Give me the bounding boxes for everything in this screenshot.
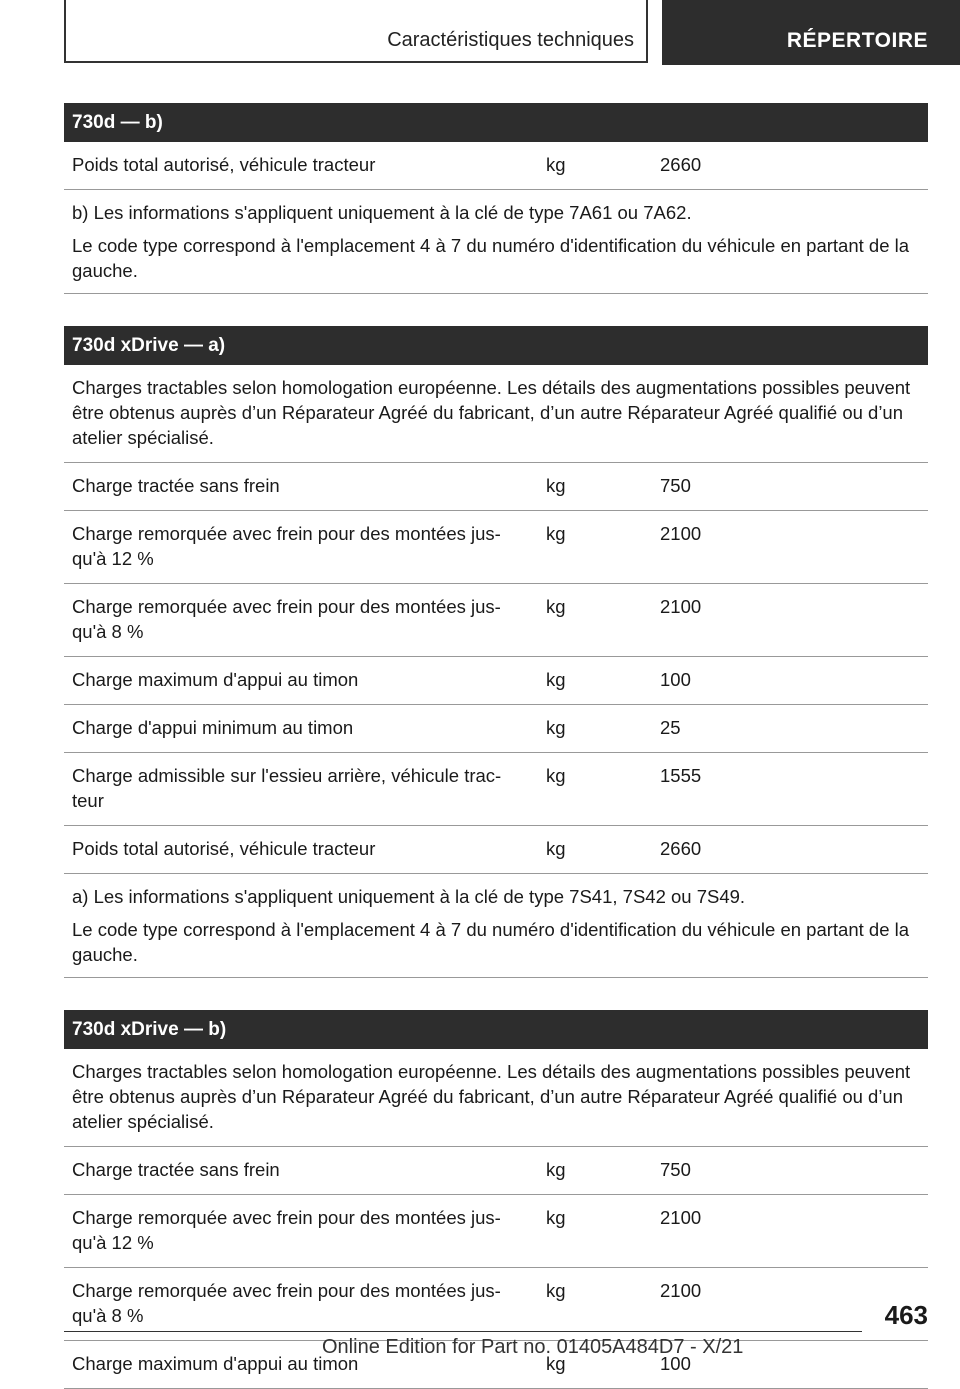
row-label: Charge d'appui minimum au timon (72, 717, 354, 738)
page-number: 463 (884, 1300, 928, 1330)
row-unit: kg (546, 717, 566, 738)
row-unit: kg (546, 838, 566, 859)
row-value: 2100 (660, 596, 702, 617)
row-value: 2660 (660, 838, 702, 859)
table-row (64, 826, 928, 874)
row-unit: kg (546, 154, 566, 175)
row-unit: kg (546, 765, 566, 786)
table-row (64, 463, 928, 511)
row-unit: kg (546, 523, 566, 544)
row-value: 1555 (660, 765, 702, 786)
row-label: Charge tractée sans frein (72, 1159, 280, 1180)
spec-section (64, 326, 928, 978)
table-row (64, 705, 928, 753)
section-notes (64, 874, 928, 978)
row-label: Charge remorquée avec frein pour des montées jusqu'à 12 % (72, 1207, 501, 1253)
row-value: 2660 (660, 154, 702, 175)
footer-divider (64, 1331, 862, 1332)
table-row (64, 657, 928, 705)
row-unit: kg (546, 1280, 566, 1301)
section-title: 730d xDrive — b) (64, 1010, 928, 1049)
spec-section (64, 1010, 928, 1389)
spec-section (64, 103, 928, 294)
row-label: Poids total autorisé, véhicule tracteur (72, 154, 376, 175)
footnote: b) Les informations s'appliquent uniquement à la clé de type 7A61 ou 7A62. (72, 202, 692, 223)
row-label: Charge tractée sans frein (72, 475, 280, 496)
row-value: 2100 (660, 1280, 702, 1301)
table-row (64, 1195, 928, 1268)
row-value: 2100 (660, 1207, 702, 1228)
section-intro: Charges tractables selon homologation européenne. Les détails des augmentations possibles peuvent être obtenus auprès d’un Réparateur Agréé du fabricant, d’un autre Réparateur Agréé qualifié ou d’un atelier spécialisé. (64, 365, 928, 463)
row-label: Charge admissible sur l'essieu arrière, véhicule tracteur (72, 765, 502, 811)
section-title: 730d xDrive — a) (64, 326, 928, 365)
row-unit: kg (546, 1353, 566, 1374)
index-tab[interactable] (662, 0, 960, 65)
index-title: RÉPERTOIRE (786, 29, 928, 52)
table-row (64, 584, 928, 657)
row-label: Poids total autorisé, véhicule tracteur (72, 838, 376, 859)
row-value: 25 (660, 717, 681, 738)
table-row (64, 511, 928, 584)
row-label: Charge maximum d'appui au timon (72, 669, 359, 690)
table-row (64, 142, 928, 190)
row-value: 100 (660, 669, 691, 690)
footnote: Le code type correspond à l'emplacement 4 à 7 du numéro d'identification du véhicule en partant de la gauche. (72, 919, 910, 965)
row-label: Charge maximum d'appui au timon (72, 1353, 359, 1374)
row-value: 100 (660, 1353, 691, 1374)
row-unit: kg (546, 475, 566, 496)
page-content (64, 103, 928, 1389)
row-value: 2100 (660, 523, 702, 544)
row-unit: kg (546, 669, 566, 690)
footnote: Le code type correspond à l'emplacement 4 à 7 du numéro d'identification du véhicule en partant de la gauche. (72, 235, 910, 281)
row-unit: kg (546, 596, 566, 617)
section-title: 730d — b) (64, 103, 928, 142)
row-label: Charge remorquée avec frein pour des montées jusqu'à 8 % (72, 1280, 501, 1326)
page-header (0, 0, 960, 66)
chapter-title: Caractéristiques techniques (387, 29, 634, 51)
chapter-tab[interactable] (64, 0, 648, 63)
row-unit: kg (546, 1207, 566, 1228)
section-notes (64, 190, 928, 294)
row-label: Charge remorquée avec frein pour des montées jusqu'à 12 % (72, 523, 501, 569)
edition-footer: Online Edition for Part no. 01405A484D7 - X/21 (322, 1336, 744, 1358)
row-value: 750 (660, 1159, 691, 1180)
table-row (64, 1147, 928, 1195)
row-value: 750 (660, 475, 691, 496)
footnote: a) Les informations s'appliquent uniquement à la clé de type 7S41, 7S42 ou 7S49. (72, 886, 746, 907)
row-unit: kg (546, 1159, 566, 1180)
table-row (64, 753, 928, 826)
section-intro: Charges tractables selon homologation européenne. Les détails des augmentations possibles peuvent être obtenus auprès d’un Réparateur Agréé du fabricant, d’un autre Réparateur Agréé qualifié ou d’un atelier spécialisé. (64, 1049, 928, 1147)
row-label: Charge remorquée avec frein pour des montées jusqu'à 8 % (72, 596, 501, 642)
